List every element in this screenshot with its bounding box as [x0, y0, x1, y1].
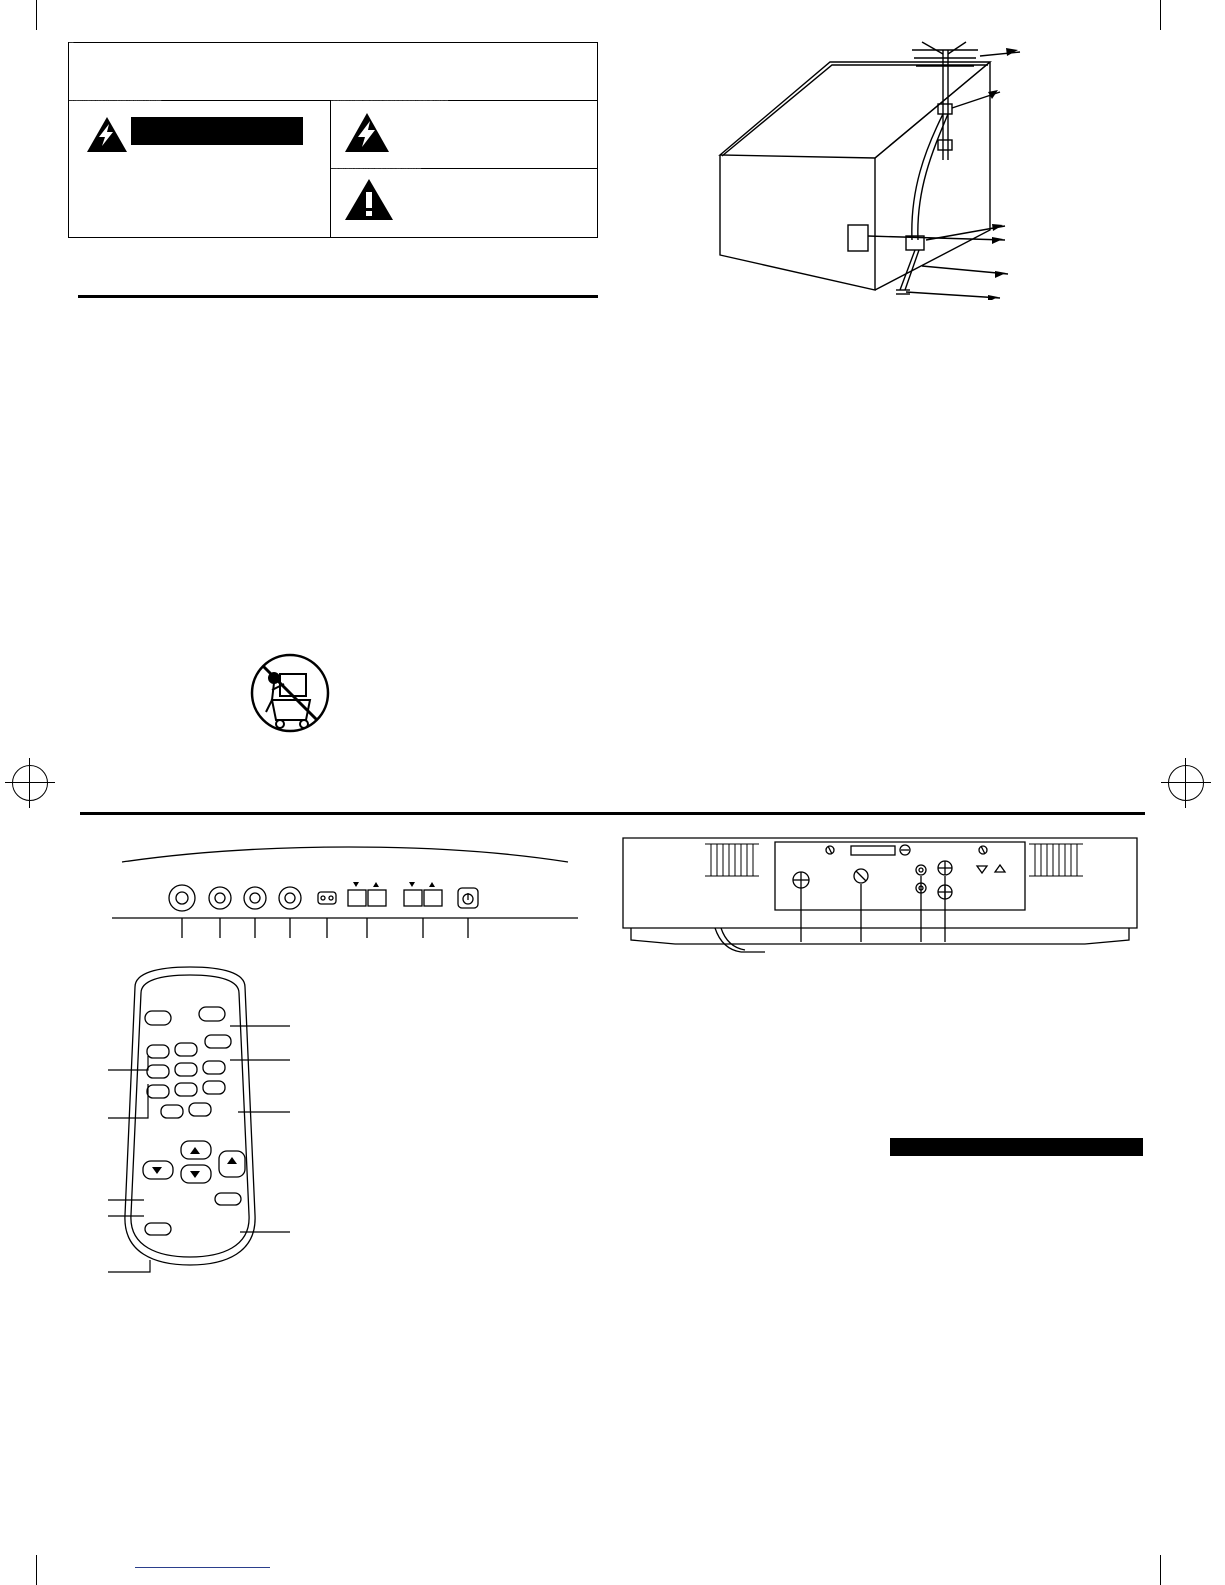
crop-mark-top-left: [36, 0, 37, 30]
safety-warning-box: [68, 42, 598, 238]
section-heading-bar: [890, 1138, 1143, 1156]
safety-box-title: [69, 43, 597, 101]
antenna-grounding-diagram: [700, 40, 1030, 300]
crop-mark-bottom-left: [36, 1555, 37, 1585]
remote-callout-leaders: [100, 960, 440, 1280]
safety-box-left-panel: [69, 101, 331, 237]
section-rule-top: [78, 295, 598, 298]
bolt-triangle-icon: [343, 111, 391, 160]
exclamation-mark-triangle-icon: [343, 177, 395, 228]
triangle-note-text: The exclamation point within an equilateral triangle is intended to alert the user to the presence of important operating and maintenance (servicing) instructions in the literature accompanying the appliance.: [331, 169, 422, 170]
safety-title-text: CAUTION: [69, 43, 74, 44]
crop-mark-top-right: [1160, 0, 1161, 30]
safety-bolt-note-row: [331, 101, 597, 169]
bolt-note-text: The lightning flash with arrowhead symbol, within an equilateral triangle, is intended to alert the user to the presence of uninsulated "dangerous voltage" within the product's enclosure that may be of sufficient magnitude to constitute a risk of electric shock to persons.: [331, 101, 449, 102]
safety-box-right-panel: [331, 101, 597, 237]
portable-cart-warning-icon: [250, 650, 330, 736]
lightning-bolt-icon: [85, 115, 129, 160]
front-panel-illustration: [110, 840, 580, 950]
registration-mark-right: [1168, 765, 1204, 801]
caution-banner: [131, 117, 303, 145]
rear-panel-illustration: [615, 832, 1145, 962]
registration-mark-left: [12, 765, 48, 801]
crop-mark-bottom-right: [1160, 1555, 1161, 1585]
footer-link-underline: [135, 1567, 270, 1568]
caution-banner-text: CAUTION: TO REDUCE THE RISK OF ELECTRIC SHOCK, DO NOT REMOVE COVER (OR BACK). NO USER-SERVICEABLE PARTS INSIDE. REFER SERVICING TO QUALIFIED SERVICE PERSONNEL.: [69, 101, 162, 102]
safety-triangle-note-row: [331, 169, 597, 236]
section-rule-wide: [80, 812, 1145, 815]
